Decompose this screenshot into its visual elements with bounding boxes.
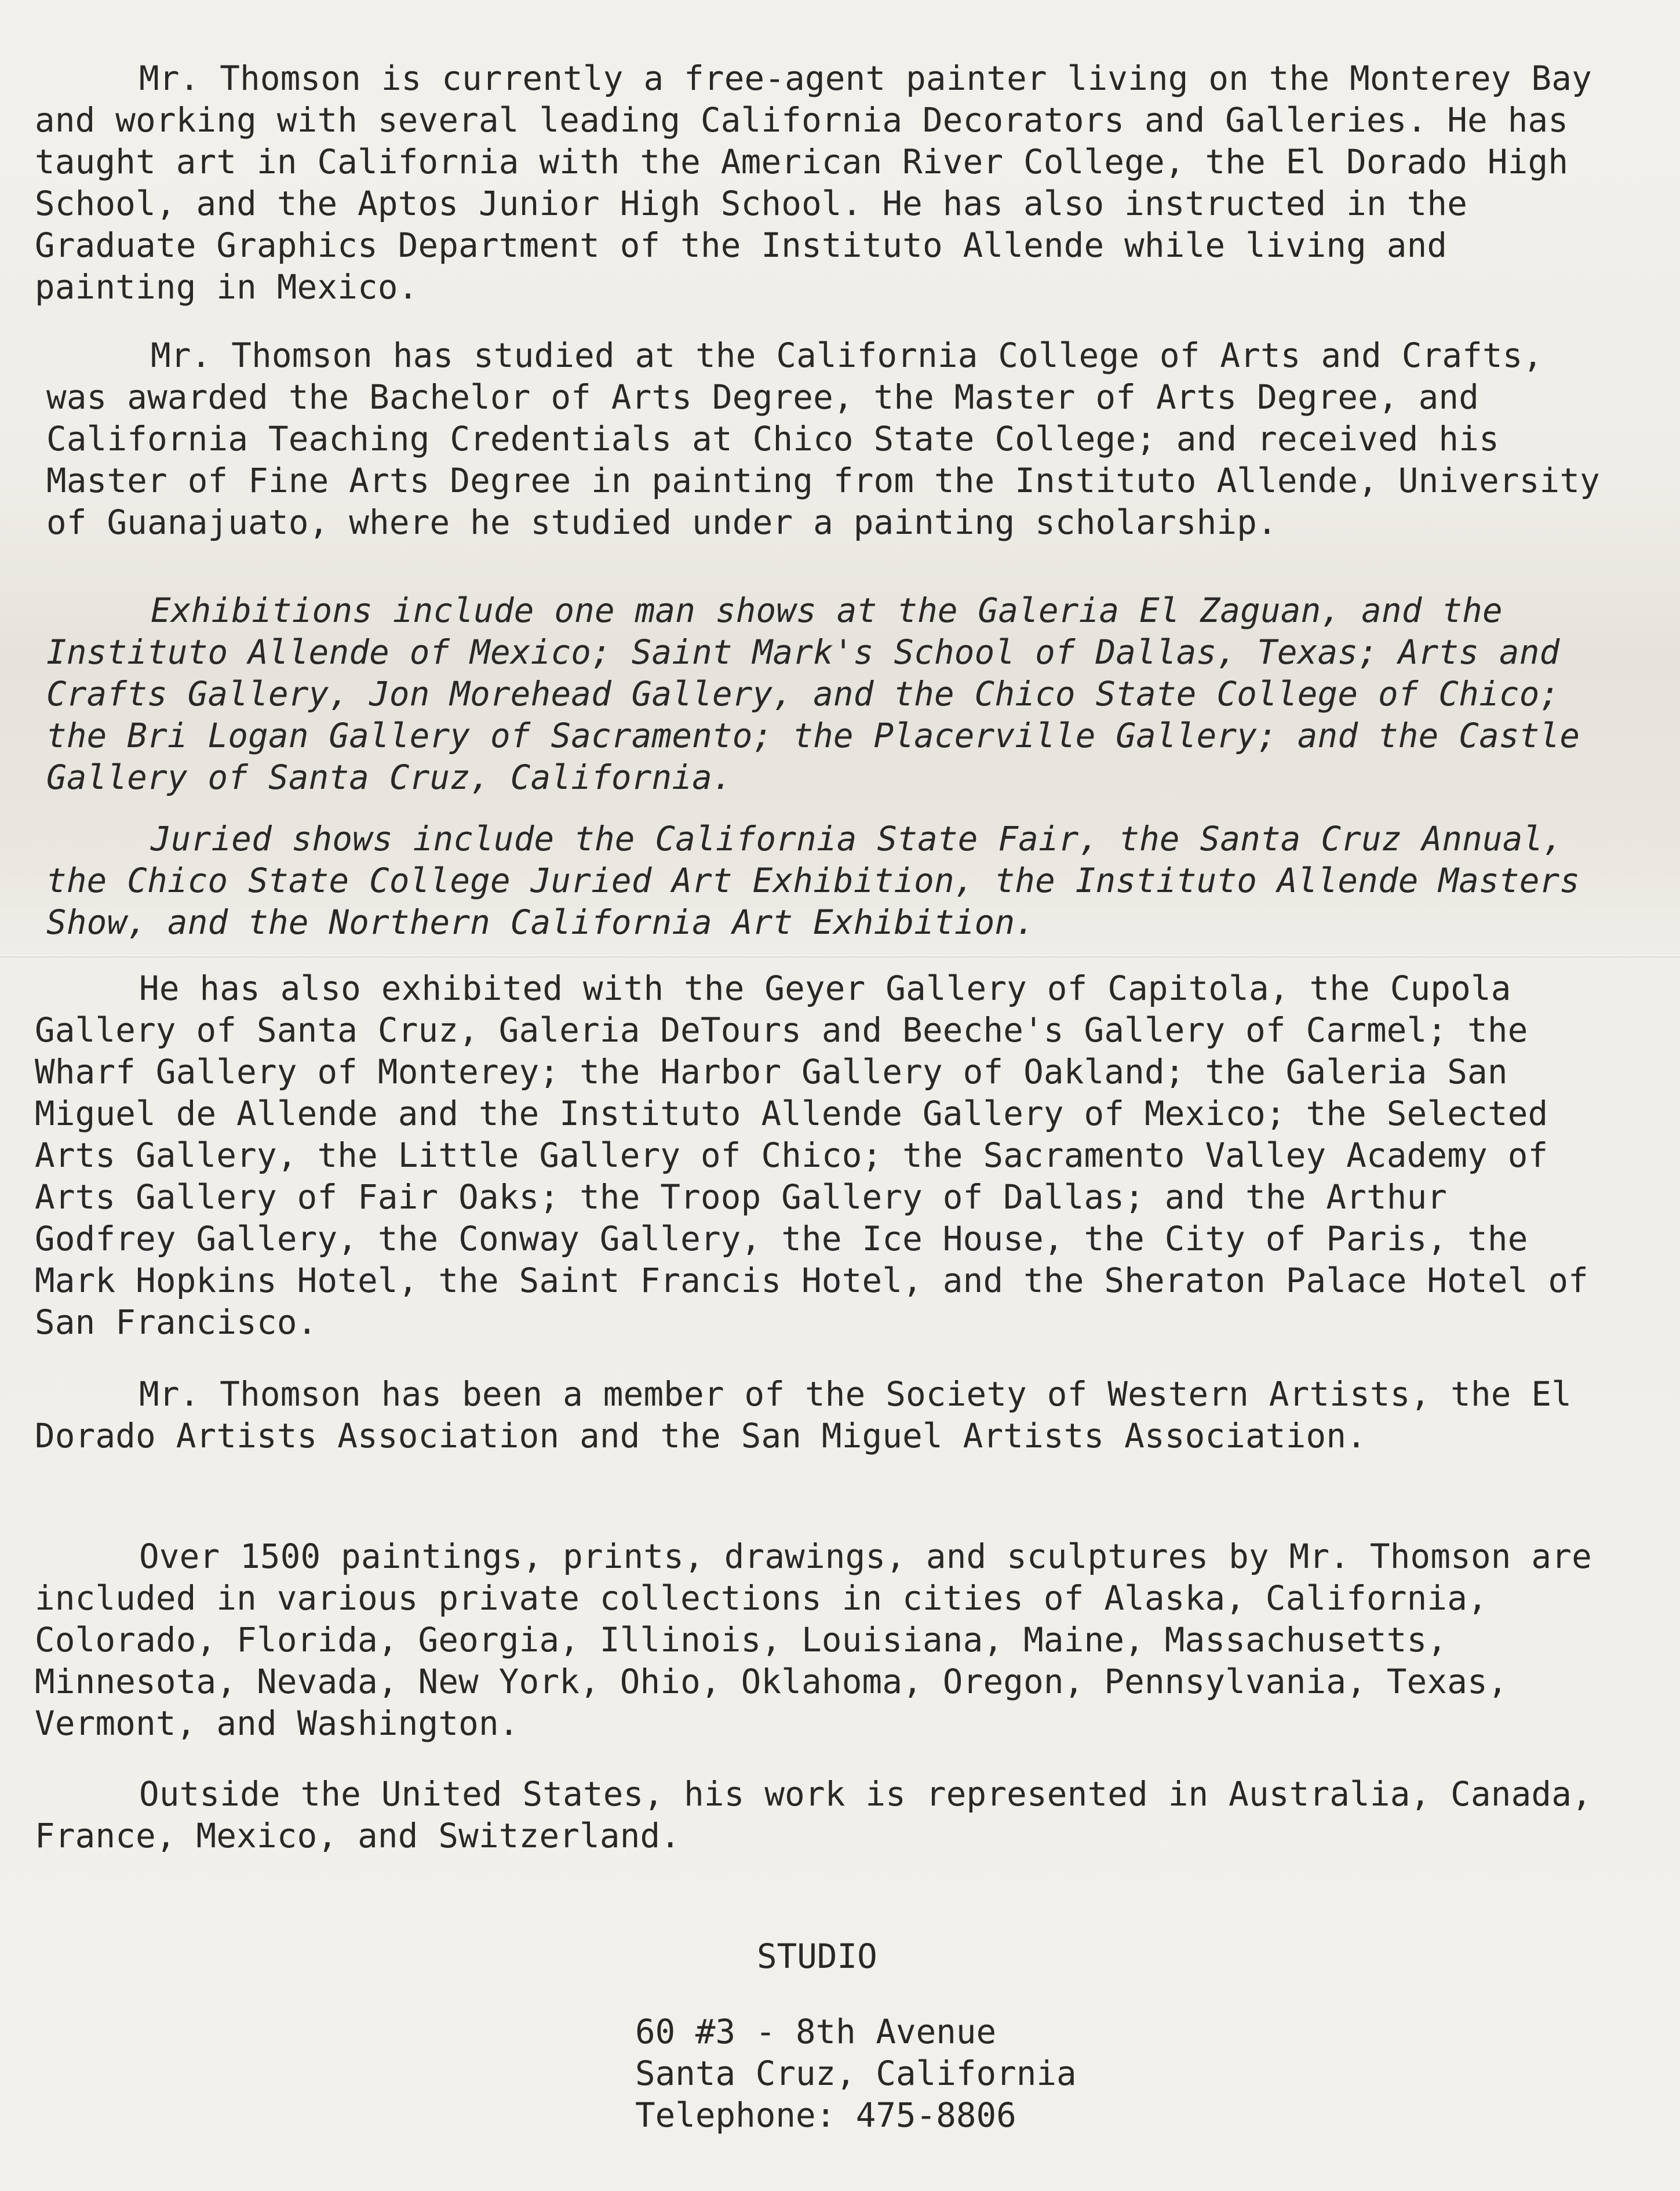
paragraph-juried-shows: Juried shows include the California State Fair, the Santa Cruz Annual, the Chico State College Juried Art Exhibition, the Instituto Allende Masters Show, and the Northern California Art Exhibition. [46, 820, 1580, 942]
paragraph-current-work: Mr. Thomson is currently a free-agent painter living on the Monterey Bay and working with several leading California Decorators and Galleries. He has taught art in California with the American River College, the El Dorado High School, and the Aptos Junior High School. He has also instructed in the Graduate Graphics Department of the Instituto Allende while living and painting in Mexico. [35, 59, 1592, 307]
paragraph-exhibited-galleries: He has also exhibited with the Geyer Gallery of Capitola, the Cupola Gallery of Santa Cruz, Galeria DeTours and Beeche's Gallery of Carmel; the Wharf Gallery of Monterey; the Harbor Gallery of Oakland; the Galeria San Miguel de Allende and the Instituto Allende Gallery of Mexico; the Selected Arts Gallery, the Little Gallery of Chico; the Sacramento Valley Academy of Arts Gallery of Fair Oaks; the Troop Gallery of Dallas; and the Arthur Godfrey Gallery, the Conway Gallery, the Ice House, the City of Paris, the Mark Hopkins Hotel, the Saint Francis Hotel, and the Sheraton Palace Hotel of San Francisco. [35, 969, 1588, 1342]
paragraph-private-collections: Over 1500 paintings, prints, drawings, and sculptures by Mr. Thomson are included in various private collections in cities of Alaska, California, Colorado, Florida, Georgia, Illinois, Louisiana, Maine, Massachusetts, Minnesota, Nevada, New York, Ohio, Oklahoma, Oregon, Pennsylvania, Texas, Vermont, and Washington. [35, 1537, 1592, 1743]
address-city: Santa Cruz, California [635, 2054, 1077, 2093]
studio-heading: STUDIO [757, 1937, 877, 1976]
paragraph-exhibitions: Exhibitions include one man shows at the Galeria El Zaguan, and the Instituto Allende of Mexico; Saint Mark's School of Dallas, Texas; Arts and Crafts Gallery, Jon Morehead Gallery, and the Chico State College of Chico; the Bri Logan Gallery of Sacramento; the Placerville Gallery; and the Castle Gallery of Santa Cruz, California. [46, 591, 1580, 797]
paragraph-international: Outside the United States, his work is represented in Australia, Canada, France, Mexico, and Switzerland. [35, 1775, 1592, 1855]
address-street: 60 #3 - 8th Avenue [635, 2012, 997, 2051]
page-fold-crease [0, 955, 1680, 958]
address-telephone: Telephone: 475-8806 [635, 2096, 1016, 2135]
studio-address-block [635, 2011, 1077, 2137]
paragraph-education: Mr. Thomson has studied at the California College of Arts and Crafts, was awarded the Bachelor of Arts Degree, the Master of Arts Degree, and California Teaching Credentials at Chico State College; and received his Master of Fine Arts Degree in painting from the Instituto Allende, University of Guanajuato, where he studied under a painting scholarship. [46, 336, 1600, 542]
paragraph-memberships: Mr. Thomson has been a member of the Society of Western Artists, the El Dorado Artists Association and the San Miguel Artists Association. [35, 1375, 1572, 1455]
